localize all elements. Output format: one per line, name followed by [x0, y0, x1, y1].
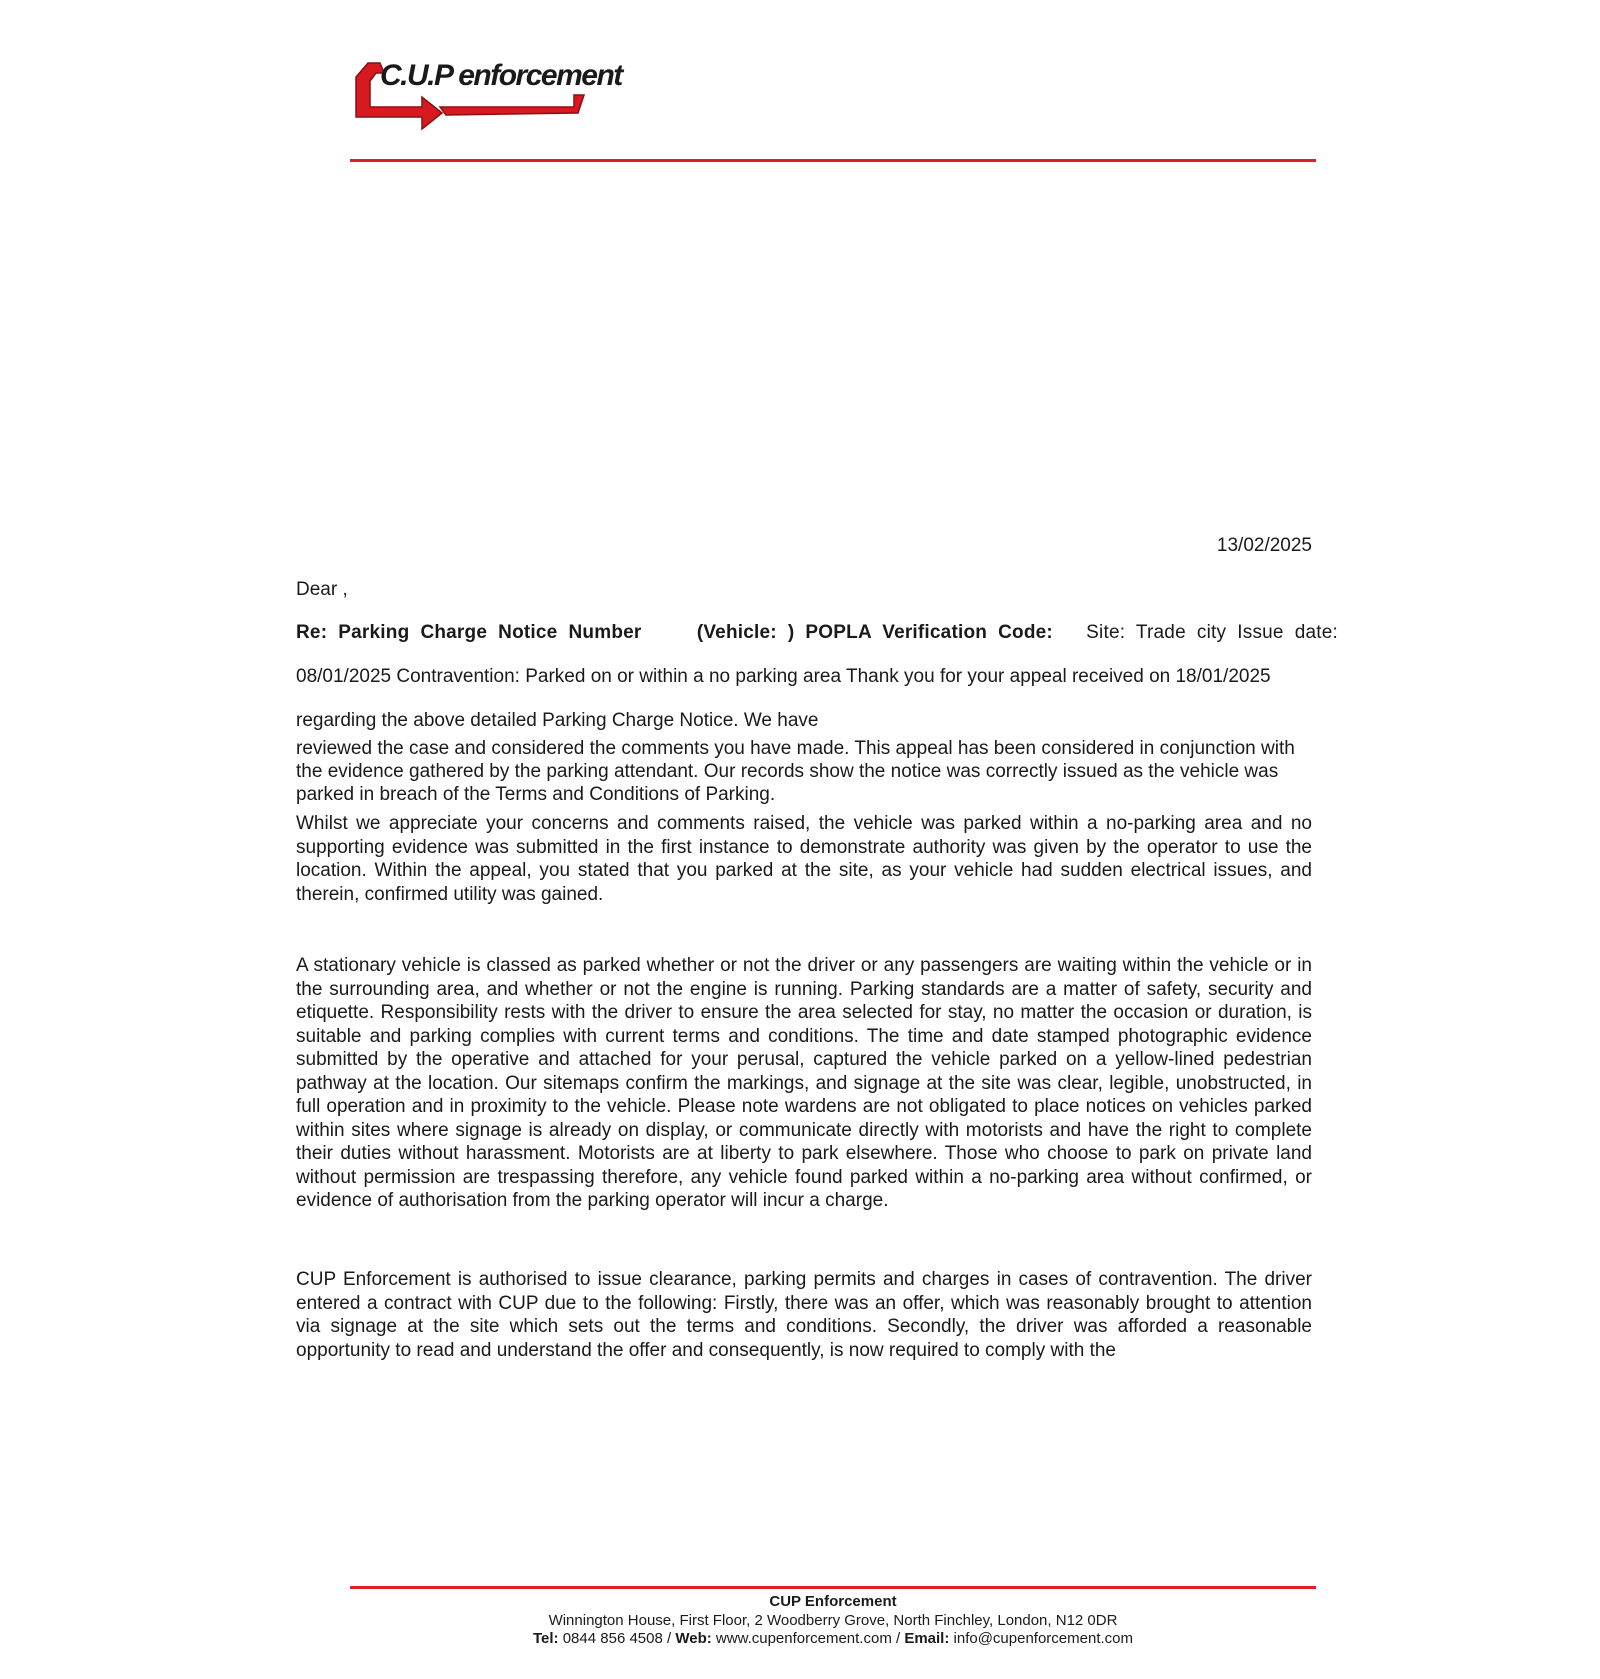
re-site-issue: Site: Trade city Issue date: [1086, 622, 1339, 643]
tel-label: Tel: [532, 1630, 559, 1647]
paragraph-authorisation: CUP Enforcement is authorised to issue clearance, parking permits and charges in cases of contravention. The driver entered a contract with CUP due to the following: Firstly, there was an offer, which was reasonably brought to attention via signage at the site which sets out the terms and conditions. Secondly, the driver was afforded a reasonable opportunity to read and understand the offer and consequently, is now required to comply with the [296, 1269, 1312, 1361]
separator: / [895, 1630, 901, 1647]
separator: / [667, 1630, 672, 1647]
letter-date: 13/02/2025 [1216, 535, 1312, 556]
company-logo [350, 55, 622, 140]
footer-address: Winnington House, First Floor, 2 Woodberry Grove, North Finchley, London, N12 0DR [548, 1611, 1118, 1629]
paragraph-concerns: Whilst we appreciate your concerns and comments raised, the vehicle was parked within a no-parking area and no supporting evidence was submitted in the first instance to demonstrate authority was given by the operator to use the location. Within the appeal, you stated that you parked at the site, as your vehicle had sudden electrical issues, and therein, confirmed utility was gained. [296, 813, 1312, 905]
logo-wordmark: C.U.P enforcement [380, 59, 622, 92]
email-label: Email: [904, 1630, 950, 1647]
reference-line [296, 622, 1338, 644]
header-rule [350, 159, 1316, 162]
contravention-line: 08/01/2025 Contravention: Parked on or within a no parking area Thank you for your appeal received on 18/01/2025 [296, 666, 1271, 687]
footer-contact [350, 1630, 1316, 1649]
re-pcn-label: Re: Parking Charge Notice Number [296, 622, 642, 643]
re-vehicle-popla-label: (Vehicle: ) POPLA Verification Code: [696, 622, 1053, 643]
regarding-line: regarding the above detailed Parking Charge Notice. We have [296, 710, 819, 731]
web-label: Web: [675, 1630, 712, 1647]
web-link[interactable]: www.cupenforcement.com [715, 1630, 892, 1647]
footer-company: CUP Enforcement [769, 1593, 897, 1610]
footer [350, 1593, 1316, 1649]
footer-rule [350, 1586, 1316, 1589]
salutation: Dear , [296, 579, 348, 600]
paragraph-review: reviewed the case and considered the comments you have made. This appeal has been considered in conjunction with the evidence gathered by the parking attendant. Our records show the notice was correctly issued as the vehicle was parked in breach of the Terms and Conditions of Parking. [296, 738, 1295, 805]
paragraph-stationary-vehicle: A stationary vehicle is classed as parked whether or not the driver or any passengers are waiting within the vehicle or in the surrounding area, and whether or not the engine is running. Parking standards are a matter of safety, security and etiquette. Responsibility rests with the driver to ensure the area selected for stay, no matter the occasion or duration, is suitable and parking complies with current terms and conditions. The time and date stamped photographic evidence submitted by the operative and attached for your perusal, captured the vehicle parked on a yellow-lined pedestrian pathway at the location. Our sitemaps confirm the markings, and signage at the site was clear, legible, unobstructed, in full operation and in proximity to the vehicle. Please note wardens are not obligated to place notices on vehicles parked within sites where signage is already on display, or communicate directly with motorists and have the right to complete their duties without harassment. Motorists are at liberty to park elsewhere. Those who choose to park on private land without permission are trespassing therefore, any vehicle found parked within a no-parking area without confirmed, or evidence of authorisation from the parking operator will incur a charge. [296, 955, 1312, 1211]
tel-number: 0844 856 4508 [562, 1630, 663, 1647]
email-link[interactable]: info@cupenforcement.com [953, 1630, 1133, 1647]
